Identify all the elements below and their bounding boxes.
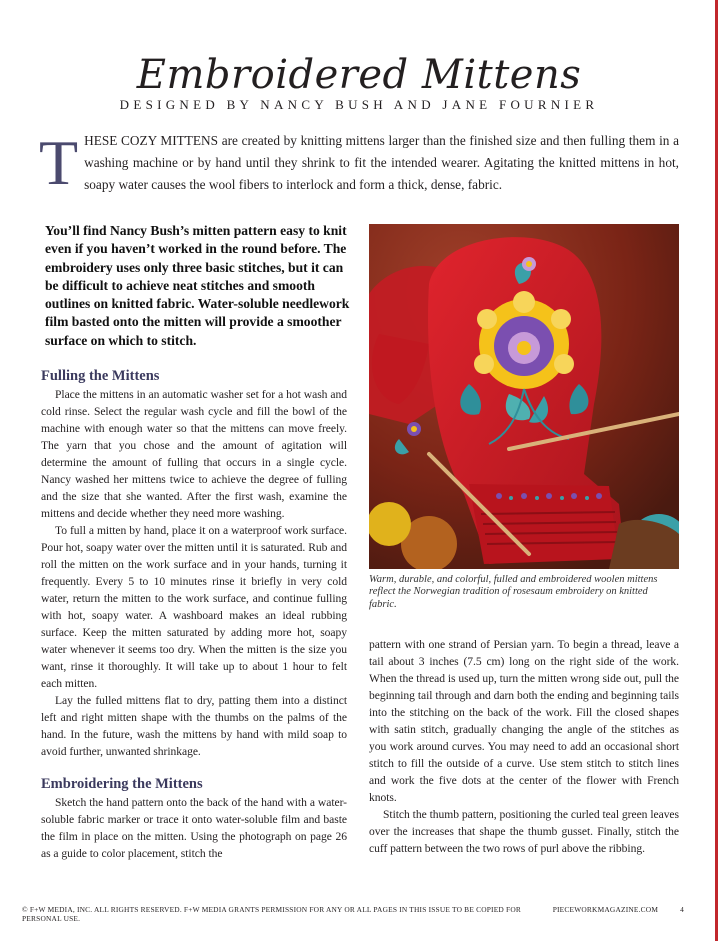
page-number: 4 <box>680 905 684 914</box>
drop-cap: T <box>39 127 79 198</box>
photo-caption: Warm, durable, and colorful, fulled and embroidered woolen mittens reflect the Norwegian tradition of rosesaum embroidery on knitted fabric. <box>369 574 658 610</box>
paragraph: Sketch the hand pattern onto the back of the hand with a water-soluble fabric marker or trace it onto water-soluble film and baste the film in place on the mitten. Using the photograph on page 26 as a guide to color placement, stitch the <box>41 796 347 860</box>
section-heading-embroidering: Embroidering the Mittens <box>41 776 203 792</box>
left-column <box>41 366 347 862</box>
intro-text: are created by knitting mittens larger than the finished size and then fulling them in a washing machine or by hand until they shrink to fit the intended wearer. Agitating the knitted mittens in hot, soapy water causes the wool fibers to interlock and form a thick, dense, fabric. <box>84 133 680 192</box>
intro-smallcaps: HESE COZY MITTENS <box>84 133 219 148</box>
article-byline: DESIGNED BY NANCY BUSH AND JANE FOURNIER <box>119 97 599 112</box>
right-column <box>369 636 679 857</box>
paragraph: Stitch the thumb pattern, positioning the curled teal green leaves over the increases that shape the thumb gusset. Finally, stitch the cuff pattern between the two rows of purl above the ribbing. <box>369 808 679 855</box>
paragraph: Lay the fulled mittens flat to dry, patting them into a distinct left and right mitten shape with the thumbs on the palms of the hand. In the future, wash the mittens by hand with mild soap to avoid further, unwanted shrinkage. <box>41 694 347 758</box>
copyright-notice: © F+W MEDIA, INC. ALL RIGHTS RESERVED. F+W MEDIA GRANTS PERMISSION FOR ANY OR ALL PAGES IN THIS ISSUE TO BE COPIED FOR PERSONAL USE. <box>22 905 521 923</box>
website-link[interactable]: PIECEWORKMAGAZINE.COM <box>552 905 659 914</box>
page-footer <box>22 905 684 923</box>
article-title: Embroidered Mittens <box>136 52 582 98</box>
paragraph: Place the mittens in an automatic washer set for a hot wash and cold rinse. Select the regular wash cycle and fill the bowl of the machine with enough water so that the mittens can move freely. The yarn that you chose and the amount of agitation will determine the amount of fulling that occurs in a single cycle. Nancy washed her mittens twice to achieve the degree of fulling and the size that she wanted. After the first wash, examine the mittens and decide whether they need more washing. <box>41 388 347 520</box>
lead-paragraph: You’ll find Nancy Bush’s mitten pattern easy to knit even if you haven’t worked in the round before. The embroidery uses only three basic stitches, but it can be difficult to achieve neat stitches and smooth outlines on knitted fabric. Water-soluble needlework film basted onto the mitten will provide a smoother surface on which to stitch. <box>45 223 350 348</box>
paragraph: pattern with one strand of Persian yarn. To begin a thread, leave a tail about 3 inches (7.5 cm) long on the right side of the work. When the thread is used up, turn the mitten wrong side out, pull the beginning tail through and darn both the ending and beginning tails into the stitching on the back of the work. Fill the closed shapes with satin stitch, gradually changing the angle of the stitches as you work around curves. You may need to add an occasional short stitch to fill the outside of a curve. Use stem stitch to stitch lines and work the five dots at the center of the flower with French knots. <box>369 638 679 804</box>
mitten-photo <box>369 224 679 569</box>
intro-paragraph <box>39 127 680 198</box>
paragraph: To full a mitten by hand, place it on a waterproof work surface. Pour hot, soapy water over the mitten until it is saturated. Rub and roll the mitten on the work surface and in your hands, turning it frequently. Every 5 to 10 minutes rinse it briefly in very cold water, return the mitten to the work surface, and continue fulling with hot, soapy water. A washboard makes an ideal rubbing surface. Keep the mitten saturated by adding more hot, soapy water whenever it seems too dry. When the mitten is the size you want, rinse it thoroughly. It will take up to about 1 hour to felt each mitten. <box>41 524 347 690</box>
embroidered-mitten-image <box>369 224 679 569</box>
section-heading-fulling: Fulling the Mittens <box>41 368 160 384</box>
